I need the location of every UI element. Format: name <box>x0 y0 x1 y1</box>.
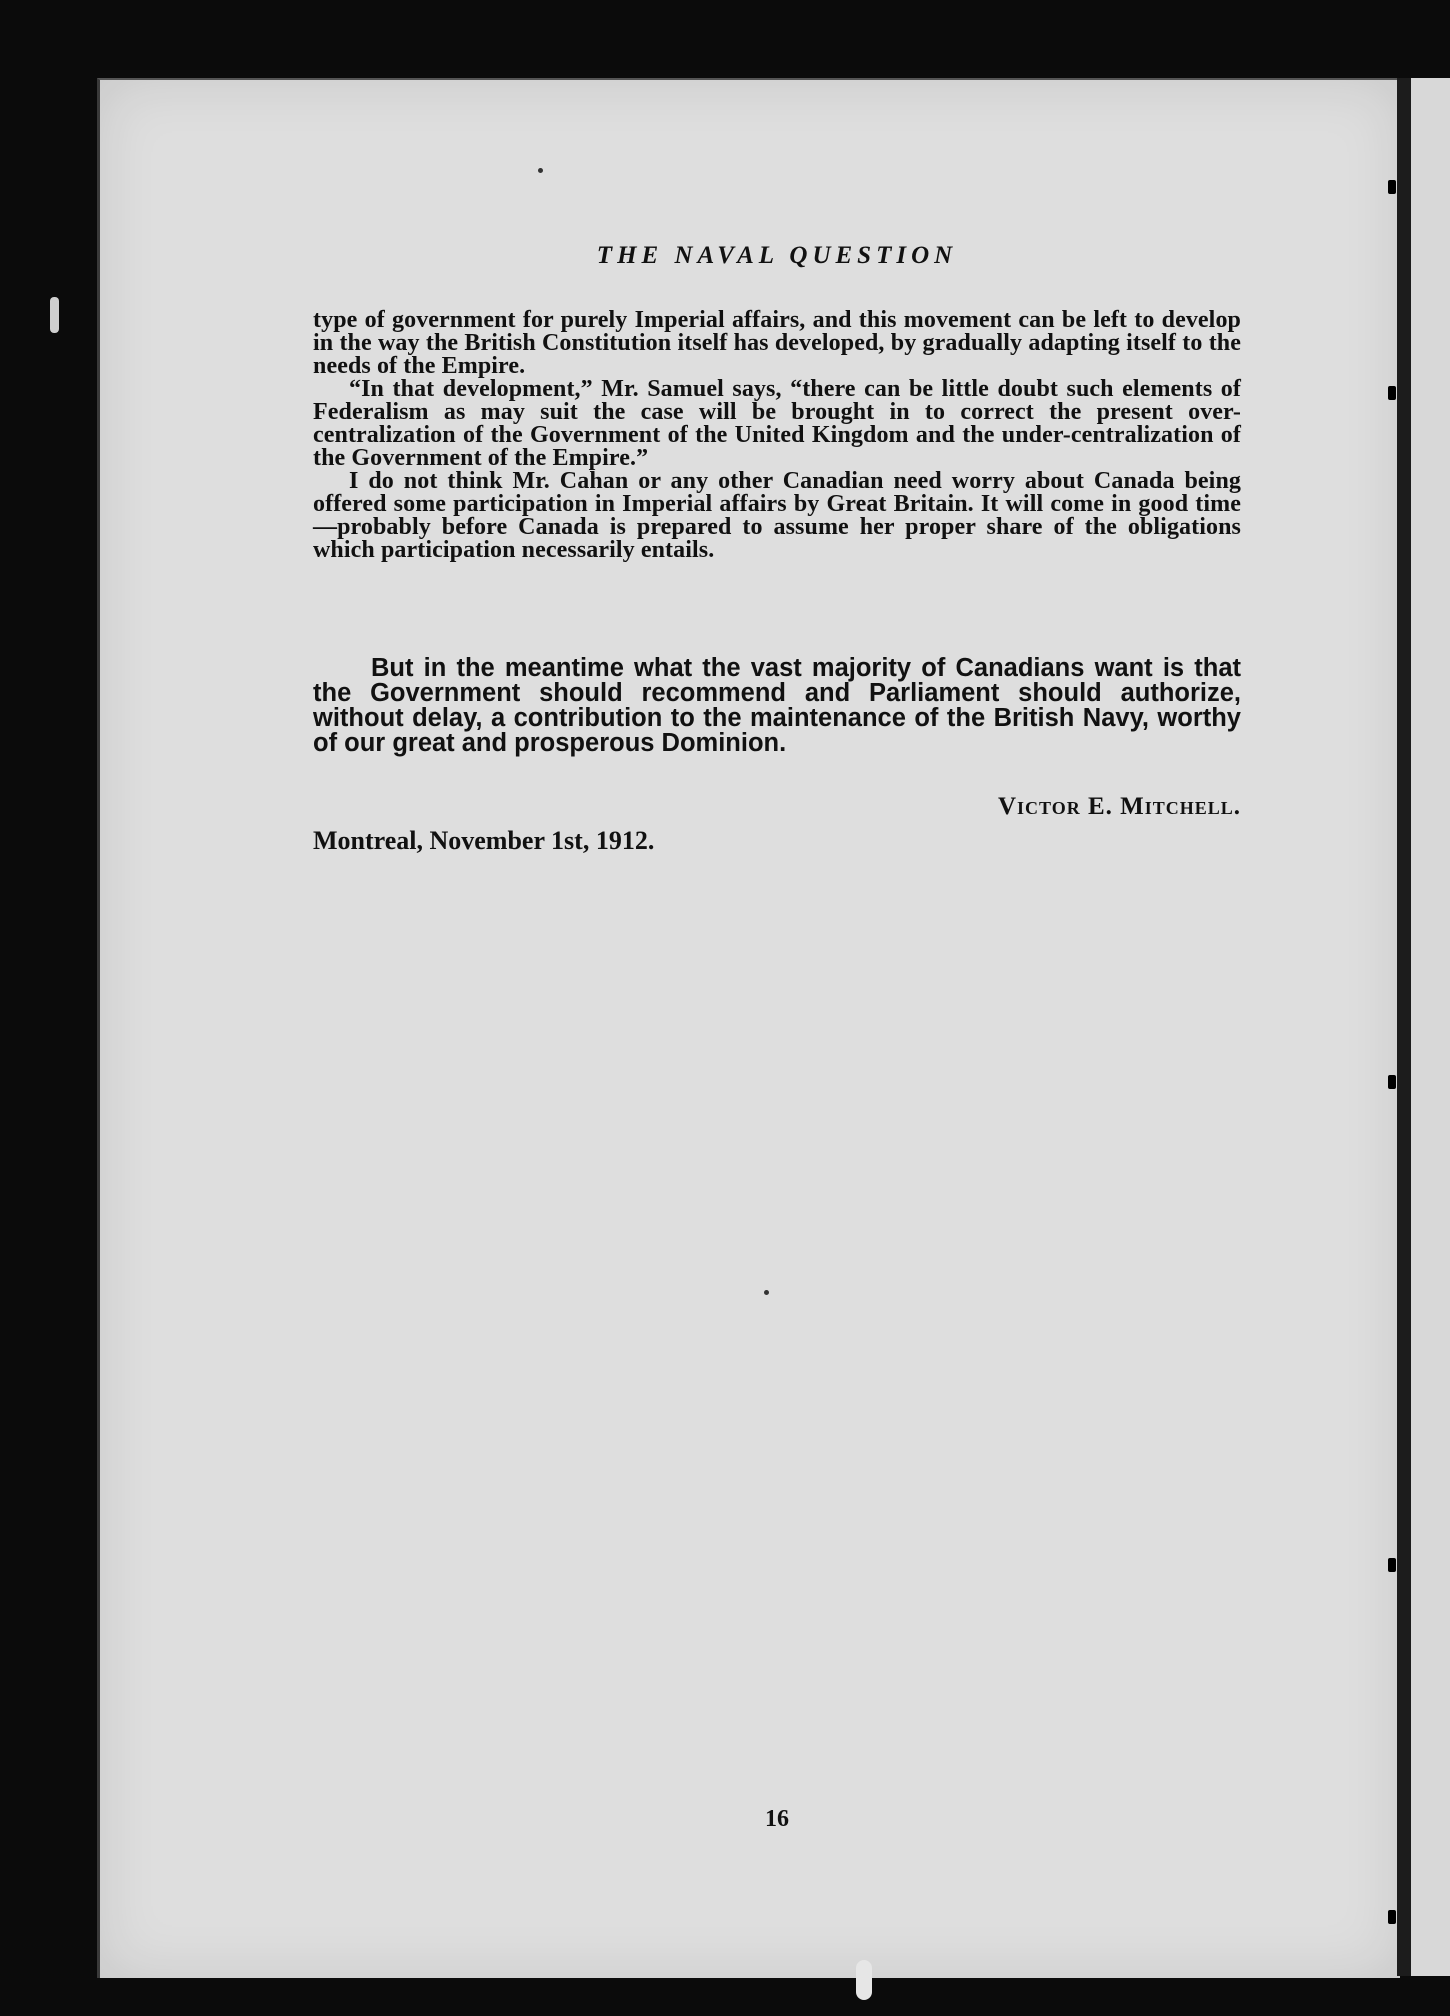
binding-gutter <box>1397 78 1411 1976</box>
paragraph: type of government for purely Imperial affairs, and this movement can be left to develop in the way the British Constitution itself has developed, by gradually adapting itself to the needs of the Empire. <box>313 307 1241 379</box>
margin-blot <box>856 1960 872 2000</box>
binding-stitch-mark <box>1388 1910 1396 1924</box>
facing-page-edge <box>1411 78 1450 1976</box>
page-number: 16 <box>765 1806 789 1832</box>
binding-stitch-mark <box>1388 1075 1396 1089</box>
emphasis-paragraph: But in the meantime what the vast majority of Canadians want is that the Government should recommend and Parliament should authorize, without delay, a contribution to the maintenance of the British Navy, worthy of our great and prosperous Dominion. <box>313 654 1241 757</box>
ink-speck <box>538 168 543 173</box>
running-head: THE NAVAL QUESTION <box>596 242 958 269</box>
paragraph: “In that development,” Mr. Samuel says, “there can be little doubt such elements of Federalism as may suit the case will be brought in to correct the present over-centralization of the Government of the United Kingdom and the under-centralization of the Government of the Empire.” <box>313 376 1241 471</box>
dateline: Montreal, November 1st, 1912. <box>313 826 655 855</box>
signature: Victor E. Mitchell. <box>997 793 1241 820</box>
binding-stitch-mark <box>1388 180 1396 194</box>
binding-stitch-mark <box>1388 386 1396 400</box>
ink-speck <box>764 1290 769 1295</box>
margin-blot <box>50 297 59 333</box>
binding-stitch-mark <box>1388 1558 1396 1572</box>
paragraph: I do not think Mr. Cahan or any other Canadian need worry about Canada being offered some participation in Imperial affairs by Great Britain. It will come in good time—probably before Canada is prepared to assume her proper share of the obligations which participation necessarily entails. <box>313 468 1241 563</box>
body-text <box>313 309 1241 562</box>
emphasis-block <box>313 656 1241 756</box>
